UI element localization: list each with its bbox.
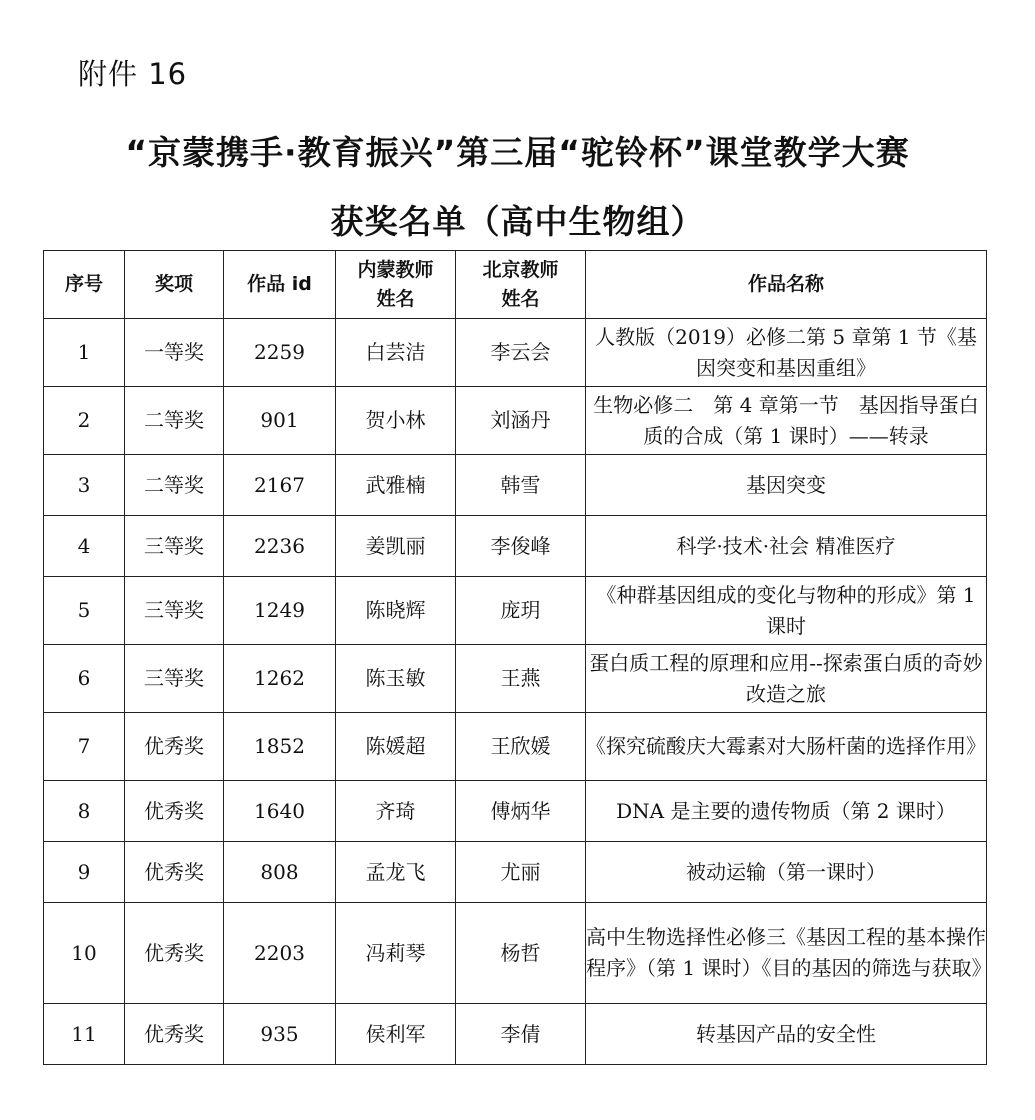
cell-award: 优秀奖 [125,1004,224,1065]
cell-nm-teacher: 冯莉琴 [336,903,456,1004]
cell-award: 优秀奖 [125,781,224,842]
cell-work-name: 基因突变 [586,455,987,516]
cell-award: 三等奖 [125,577,224,645]
cell-work-name: 《种群基因组成的变化与物种的形成》第 1 课时 [586,577,987,645]
cell-work-id: 808 [224,842,336,903]
header-nm-teacher: 内蒙教师姓名 [336,251,456,319]
table-row [44,713,987,781]
cell-nm-teacher: 陈媛超 [336,713,456,781]
cell-work-name: 蛋白质工程的原理和应用--探索蛋白质的奇妙改造之旅 [586,645,987,713]
cell-award: 优秀奖 [125,903,224,1004]
table-row [44,903,987,1004]
cell-bj-teacher: 杨哲 [456,903,586,1004]
cell-work-name: 科学·技术·社会 精准医疗 [586,516,987,577]
cell-bj-teacher: 李倩 [456,1004,586,1065]
cell-work-id: 2236 [224,516,336,577]
cell-work-name: 人教版（2019）必修二第 5 章第 1 节《基因突变和基因重组》 [586,319,987,387]
cell-work-name: 被动运输（第一课时） [586,842,987,903]
cell-award: 优秀奖 [125,842,224,903]
cell-work-name: 生物必修二 第 4 章第一节 基因指导蛋白质的合成（第 1 课时）——转录 [586,387,987,455]
document-title: “京蒙携手·教育振兴”第三届“驼铃杯”课堂教学大赛 [125,133,910,172]
header-row [44,251,987,319]
cell-work-id: 2203 [224,903,336,1004]
cell-seq: 6 [44,645,125,713]
cell-bj-teacher: 庞玥 [456,577,586,645]
cell-seq: 2 [44,387,125,455]
cell-award: 三等奖 [125,516,224,577]
cell-seq: 7 [44,713,125,781]
table-row [44,645,987,713]
cell-nm-teacher: 陈晓辉 [336,577,456,645]
cell-work-id: 2167 [224,455,336,516]
table-row [44,319,987,387]
cell-award: 一等奖 [125,319,224,387]
cell-award: 优秀奖 [125,713,224,781]
cell-nm-teacher: 陈玉敏 [336,645,456,713]
cell-work-name: 《探究硫酸庆大霉素对大肠杆菌的选择作用》 [586,713,987,781]
table-row [44,1004,987,1065]
cell-bj-teacher: 刘涵丹 [456,387,586,455]
cell-nm-teacher: 侯利军 [336,1004,456,1065]
cell-nm-teacher: 姜凯丽 [336,516,456,577]
table-body [44,319,992,1065]
cell-seq: 5 [44,577,125,645]
attachment-label: 附件 16 [78,57,188,91]
cell-seq: 4 [44,516,125,577]
awards-table [43,250,992,1065]
cell-nm-teacher: 孟龙飞 [336,842,456,903]
header-work-id: 作品 id [224,251,336,319]
header-seq: 序号 [44,251,125,319]
header-work-name: 作品名称 [586,251,987,319]
cell-seq: 10 [44,903,125,1004]
table-row [44,842,987,903]
cell-seq: 1 [44,319,125,387]
cell-bj-teacher: 王燕 [456,645,586,713]
cell-bj-teacher: 尤丽 [456,842,586,903]
cell-seq: 9 [44,842,125,903]
document-subtitle: 获奖名单（高中生物组） [330,202,705,241]
cell-nm-teacher: 白芸洁 [336,319,456,387]
cell-work-id: 1262 [224,645,336,713]
cell-work-name: 高中生物选择性必修三《基因工程的基本操作程序》（第 1 课时）《目的基因的筛选与获取》 [586,903,987,1004]
cell-work-id: 2259 [224,319,336,387]
cell-seq: 11 [44,1004,125,1065]
cell-nm-teacher: 齐琦 [336,781,456,842]
cell-bj-teacher: 韩雪 [456,455,586,516]
cell-nm-teacher: 武雅楠 [336,455,456,516]
cell-work-id: 1640 [224,781,336,842]
cell-bj-teacher: 傅炳华 [456,781,586,842]
cell-award: 三等奖 [125,645,224,713]
cell-work-name: DNA 是主要的遗传物质（第 2 课时） [586,781,987,842]
cell-work-name: 转基因产品的安全性 [586,1004,987,1065]
cell-seq: 3 [44,455,125,516]
cell-nm-teacher: 贺小林 [336,387,456,455]
table-row [44,455,987,516]
header-bj-teacher: 北京教师姓名 [456,251,586,319]
cell-work-id: 1852 [224,713,336,781]
cell-bj-teacher: 王欣媛 [456,713,586,781]
header-award: 奖项 [125,251,224,319]
cell-seq: 8 [44,781,125,842]
cell-work-id: 935 [224,1004,336,1065]
table-row [44,577,987,645]
cell-award: 二等奖 [125,455,224,516]
table-row [44,387,987,455]
cell-work-id: 901 [224,387,336,455]
cell-bj-teacher: 李俊峰 [456,516,586,577]
table-row [44,781,987,842]
cell-bj-teacher: 李云会 [456,319,586,387]
cell-work-id: 1249 [224,577,336,645]
table-row [44,516,987,577]
cell-award: 二等奖 [125,387,224,455]
